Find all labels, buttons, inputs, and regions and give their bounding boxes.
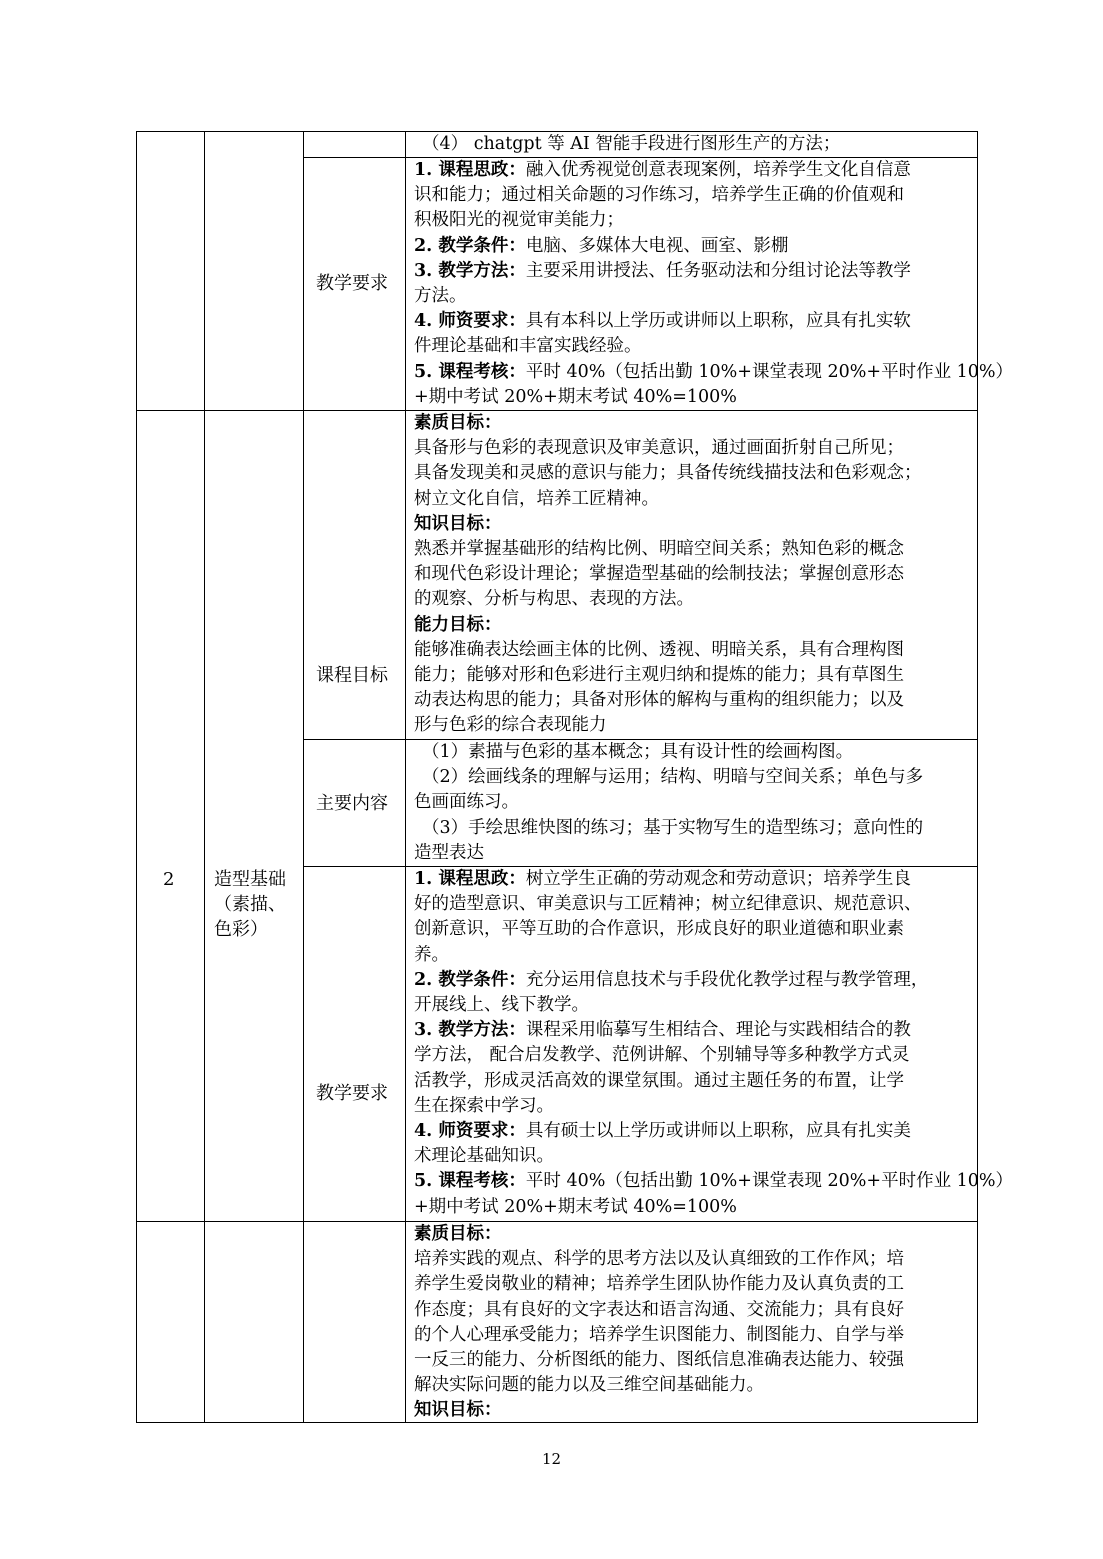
line-text: 具有本科以上学历或讲师以上职称，应具有扎实软 (525, 311, 911, 332)
column-divider (405, 131, 406, 1423)
line-text: 能力；能够对形和色彩进行主观归纳和提炼的能力；具有草图生 (414, 665, 904, 686)
line-text: 能够准确表达绘画主体的比例、透视、明暗关系，具有合理构图 (414, 639, 904, 660)
text-line (414, 587, 970, 612)
text-line (414, 537, 970, 562)
table-right-border (977, 131, 978, 1423)
bold-heading: 能力目标： (414, 614, 502, 635)
line-text: 和现代色彩设计理论；掌握造型基础的绘制技法；掌握创意形态 (414, 564, 904, 585)
text-line (414, 790, 970, 815)
main-content-cell (414, 740, 970, 866)
line-text: 养学生爱岗敬业的精神；培养学生团队协作能力及认真负责的工 (414, 1274, 904, 1295)
line-text: 一反三的能力、分析图纸的能力、图纸信息准确表达能力、较强 (414, 1350, 904, 1371)
text-line (414, 1348, 970, 1373)
line-text: +期中考试 20%+期末考试 40%=100% (414, 1196, 737, 1217)
text-line (414, 1298, 970, 1323)
bold-heading: 5. 课程考核： (414, 1171, 526, 1192)
text-line (414, 740, 970, 765)
text-line (414, 1119, 970, 1144)
line-text: 树立学生正确的劳动观念和劳动意识；培养学生良 (525, 869, 911, 889)
text-line (414, 487, 970, 512)
page-number: 12 (541, 1450, 562, 1468)
column-divider (303, 131, 304, 1423)
text-line (414, 234, 970, 259)
line-text: 识和能力；通过相关命题的习作练习，培养学生正确的价值观和 (414, 185, 904, 206)
line-text: 生在探索中学习。 (414, 1095, 554, 1116)
course-name (214, 867, 286, 942)
line-text: 术理论基础知识。 (414, 1146, 554, 1167)
text-line (414, 1272, 970, 1297)
line-text: 电脑、多媒体大电视、画室、影棚 (525, 235, 789, 256)
bold-heading: 1. 课程思政： (414, 869, 526, 889)
line-text: 件理论基础和丰富实践经验。 (414, 336, 642, 357)
bold-heading: 5. 课程考核： (414, 361, 526, 382)
main-content-label: 主要内容 (316, 793, 388, 814)
line-text: 开展线上、线下教学。 (414, 995, 589, 1016)
text-line (414, 968, 970, 993)
line-text: 培养实践的观点、科学的思考方法以及认真细致的工作作风；培 (414, 1249, 904, 1270)
text-line (414, 867, 970, 892)
text-line (414, 1069, 970, 1094)
text-line (414, 816, 970, 841)
text-line (414, 183, 970, 208)
text-line (414, 436, 970, 461)
text-line (414, 917, 970, 942)
teaching-requirements-label: 教学要求 (316, 1083, 388, 1104)
text-line (414, 1398, 970, 1423)
text-line (414, 512, 970, 537)
line-text: 造型表达 (414, 842, 484, 863)
line-text: （1）素描与色彩的基本概念；具有设计性的绘画构图。 (422, 742, 854, 762)
text-line (414, 993, 970, 1018)
bold-heading: 3. 教学方法： (414, 1020, 526, 1041)
line-text: 动表达构思的能力；具备对形体的解构与重构的组织能力；以及 (414, 690, 904, 711)
line-text: 活教学，形成灵活高效的课堂氛围。通过主题任务的布置，让学 (414, 1070, 904, 1091)
text-line (414, 688, 970, 713)
line-text: 熟悉并掌握基础形的结构比例、明暗空间关系；熟知色彩的概念 (414, 539, 904, 560)
text-line (414, 1195, 970, 1220)
text-line (414, 360, 1014, 385)
teaching-requirements-label: 教学要求 (316, 273, 388, 294)
line-text: 学方法， 配合启发教学、范例讲解、个别辅导等多种教学方式灵 (414, 1045, 910, 1066)
row-number: 2 (163, 869, 175, 890)
text-line (414, 613, 970, 638)
table-left-border (136, 131, 137, 1423)
line-text: 平时 40%（包括出勤 10%+课堂表现 20%+平时作业 10%） (525, 361, 1014, 382)
line-text: 色画面练习。 (414, 792, 519, 813)
text-line (414, 309, 970, 334)
bold-heading: 1. 课程思政： (414, 160, 526, 180)
text-line (414, 841, 970, 866)
teaching-requirements-cell (414, 867, 1014, 1220)
bold-heading: 知识目标： (414, 1400, 502, 1421)
line-text: 平时 40%（包括出勤 10%+课堂表现 20%+平时作业 10%） (525, 1171, 1014, 1192)
bold-heading: 2. 教学条件： (414, 969, 526, 990)
course-name-line: 造型基础 (214, 869, 286, 890)
line-text: 创新意识，平等互助的合作意识，形成良好的职业道德和职业素 (414, 919, 904, 940)
line-text: 主要采用讲授法、任务驱动法和分组讨论法等教学 (525, 260, 911, 281)
bold-heading: 素质目标： (414, 1224, 502, 1244)
line-text: （3）手绘思维快图的练习；基于实物写生的造型练习；意向性的 (422, 817, 924, 838)
line-text: 课程采用临摹写生相结合、理论与实践相结合的教 (525, 1020, 911, 1041)
text-line (414, 385, 970, 410)
text-line (414, 1018, 970, 1043)
line-text: +期中考试 20%+期末考试 40%=100% (414, 386, 737, 407)
course-goals-label: 课程目标 (316, 665, 388, 686)
course-goals-cell (414, 1222, 970, 1424)
text-line (414, 411, 970, 436)
course-name-line: （素描、 (214, 894, 286, 915)
text-line (414, 663, 970, 688)
line-text: 形与色彩的综合表现能力 (414, 715, 607, 736)
text-line (414, 892, 970, 917)
bold-heading: 知识目标： (414, 513, 502, 534)
bold-heading: 3. 教学方法： (414, 260, 526, 281)
text-line (414, 334, 970, 359)
text-line (414, 943, 970, 968)
line-text: 积极阳光的视觉审美能力； (414, 210, 624, 231)
text-line (414, 259, 970, 284)
text-line (414, 713, 970, 738)
line-text: 作态度；具有良好的文字表达和语言沟通、交流能力；具有良好 (414, 1299, 904, 1320)
line-text: 的个人心理承受能力；培养学生识图能力、制图能力、自学与举 (414, 1324, 904, 1345)
line-text: 解决实际问题的能力以及三维空间基础能力。 (414, 1375, 764, 1396)
text-line (414, 638, 970, 663)
text-line (414, 158, 970, 183)
content-line: （4） chatgpt 等 AI 智能手段进行图形生产的方法； (422, 134, 841, 154)
content-cell (414, 132, 970, 157)
text-line (414, 1323, 970, 1348)
bold-heading: 2. 教学条件： (414, 235, 526, 256)
text-line (414, 284, 970, 309)
text-line (414, 1222, 970, 1247)
line-text: （2）绘画线条的理解与运用；结构、明暗与空间关系；单色与多 (422, 767, 924, 788)
line-text: 融入优秀视觉创意表现案例，培养学生文化自信意 (525, 160, 911, 180)
line-text: 具备发现美和灵感的意识与能力；具备传统线描技法和色彩观念； (414, 463, 922, 484)
bold-heading: 素质目标： (414, 413, 502, 433)
line-text: 方法。 (414, 286, 467, 307)
bold-heading: 4. 师资要求： (414, 1121, 526, 1142)
text-line (414, 1094, 970, 1119)
line-text: 具备形与色彩的表现意识及审美意识，通过画面折射自己所见； (414, 438, 904, 459)
line-text: 好的造型意识、审美意识与工匠精神；树立纪律意识、规范意识、 (414, 894, 922, 915)
line-text: 养。 (414, 944, 449, 965)
course-name-line: 色彩） (214, 919, 268, 940)
text-line (414, 1043, 970, 1068)
line-text: 的观察、分析与构思、表现的方法。 (414, 589, 694, 610)
text-line (414, 1169, 1014, 1194)
line-text: 树立文化自信，培养工匠精神。 (414, 488, 659, 509)
course-goals-cell (414, 411, 970, 739)
text-line (414, 208, 970, 233)
bold-heading: 4. 师资要求： (414, 311, 526, 332)
text-line (414, 1247, 970, 1272)
text-line (414, 1373, 970, 1398)
text-line (414, 562, 970, 587)
line-text: 具有硕士以上学历或讲师以上职称，应具有扎实美 (525, 1121, 911, 1142)
line-text: 充分运用信息技术与手段优化教学过程与教学管理， (525, 969, 929, 990)
text-line (414, 765, 970, 790)
column-divider (204, 131, 205, 1423)
teaching-requirements-cell (414, 158, 1014, 410)
text-line (414, 461, 970, 486)
text-line (414, 1144, 970, 1169)
